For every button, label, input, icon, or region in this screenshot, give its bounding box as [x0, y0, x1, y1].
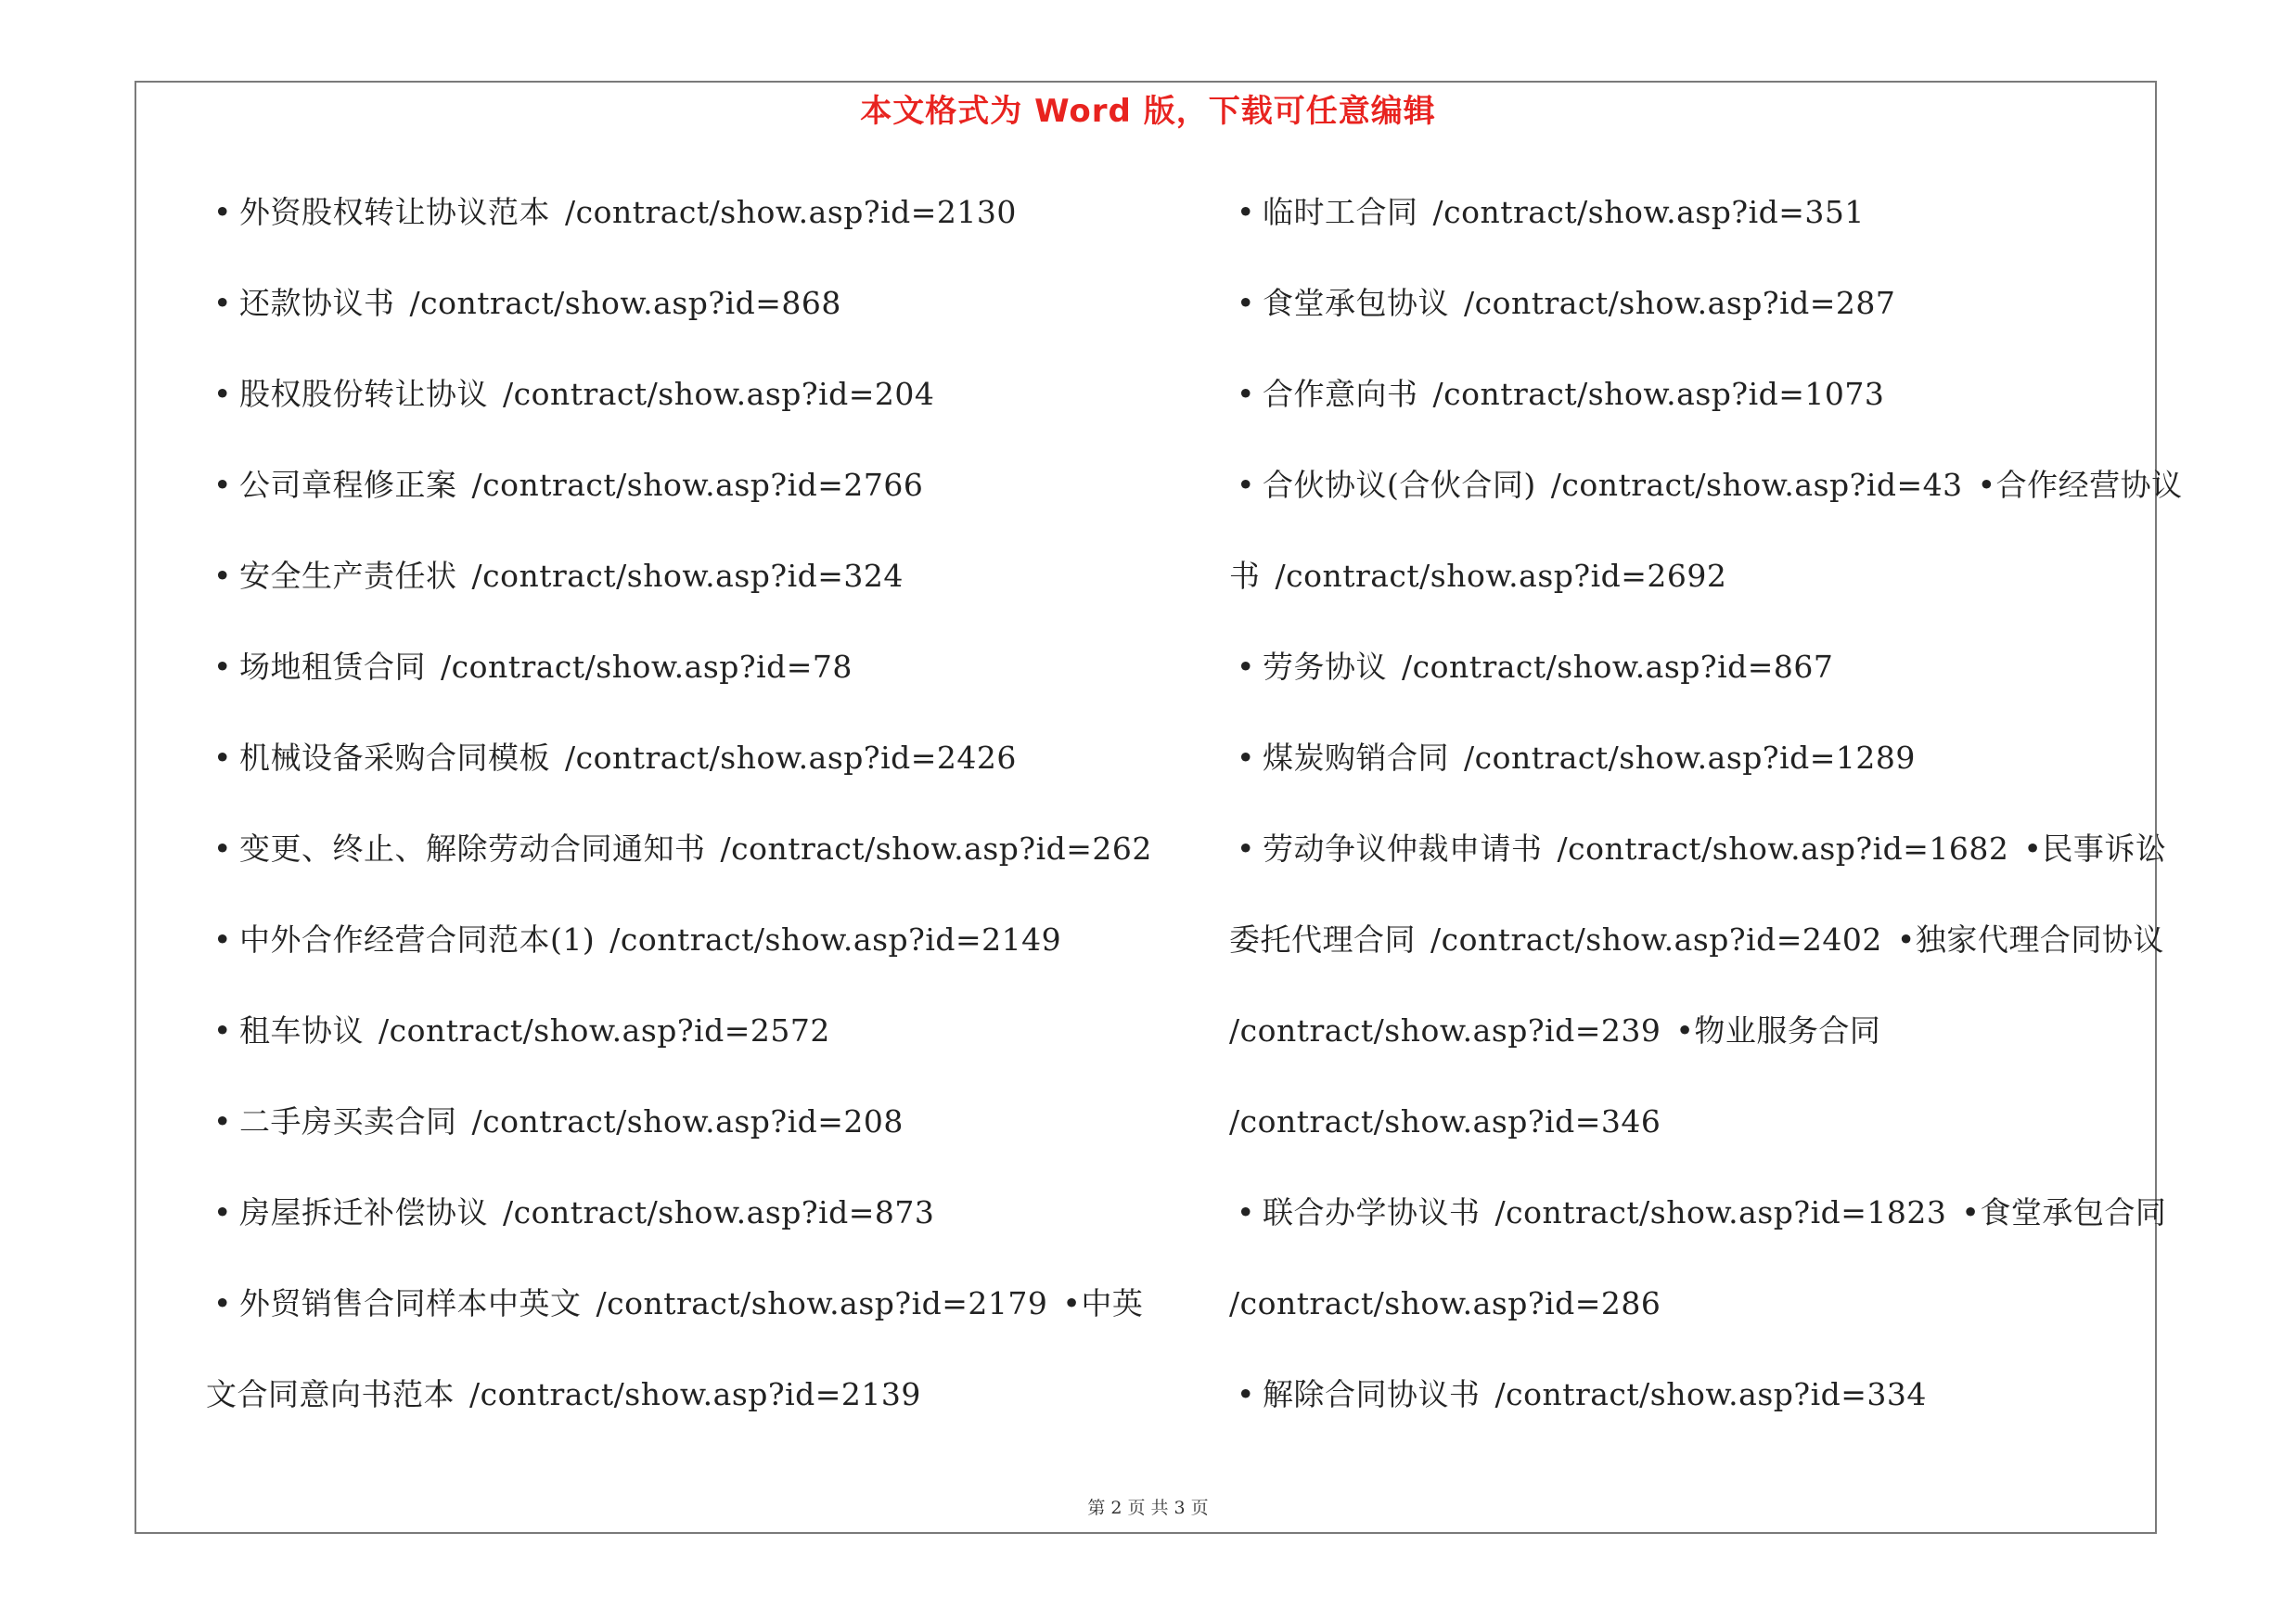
contract-line: [206, 818, 1152, 909]
contract-url[interactable]: /contract/show.asp?id=324: [471, 558, 904, 594]
right-column: [1229, 182, 2183, 1455]
bullet-icon: •: [213, 558, 232, 594]
contract-line: [206, 1091, 1143, 1182]
bullet-icon: •: [1237, 1376, 1255, 1412]
contract-line: [1229, 1000, 2157, 1091]
contract-url[interactable]: /contract/show.asp?id=43: [1550, 467, 1963, 503]
bullet-icon: •: [213, 921, 232, 958]
contract-url[interactable]: /contract/show.asp?id=2692: [1275, 558, 1727, 594]
contract-title[interactable]: 合伙协议(合伙合同): [1263, 467, 1536, 503]
contract-title[interactable]: 还款协议书: [239, 285, 395, 321]
contract-url[interactable]: /contract/show.asp?id=334: [1494, 1376, 1927, 1412]
contract-title[interactable]: 劳动争议仲裁申请书: [1263, 831, 1543, 867]
bullet-icon: •: [213, 1103, 232, 1140]
contract-title[interactable]: 房屋拆迁补偿协议: [239, 1194, 488, 1230]
contract-line: [1229, 909, 2164, 1000]
contract-url[interactable]: /contract/show.asp?id=2402: [1430, 921, 1882, 958]
contract-title[interactable]: 租车协议: [239, 1012, 364, 1049]
bullet-icon: •: [213, 740, 232, 776]
contract-title[interactable]: 劳务协议: [1263, 649, 1387, 685]
contract-title[interactable]: 中外合作经营合同范本(1): [239, 921, 596, 958]
contract-title[interactable]: 联合办学协议书: [1263, 1194, 1481, 1230]
contract-line: [206, 1000, 1143, 1091]
bullet-icon: •: [1237, 740, 1255, 776]
contract-line: [206, 1182, 1143, 1273]
bullet-icon: •: [1237, 285, 1255, 321]
contract-url[interactable]: /contract/show.asp?id=1073: [1432, 376, 1885, 412]
contract-line: [1229, 637, 2157, 728]
contract-url[interactable]: /contract/show.asp?id=2572: [378, 1012, 830, 1049]
contract-title[interactable]: 合作意向书: [1263, 376, 1418, 412]
contract-url[interactable]: /contract/show.asp?id=2426: [565, 740, 1017, 776]
contract-url[interactable]: /contract/show.asp?id=2179: [596, 1285, 1048, 1321]
contract-url[interactable]: /contract/show.asp?id=867: [1402, 649, 1834, 685]
contract-line: [206, 728, 1143, 818]
contract-line: [1229, 364, 2157, 455]
contract-title-continued[interactable]: •合作经营协议: [1977, 467, 2183, 503]
bullet-icon: •: [1237, 649, 1255, 685]
bullet-icon: •: [213, 194, 232, 230]
bullet-icon: •: [213, 376, 232, 412]
contract-line: [1229, 818, 2167, 909]
contract-line: [206, 1364, 1143, 1455]
contract-url[interactable]: /contract/show.asp?id=78: [441, 649, 853, 685]
contract-url[interactable]: /contract/show.asp?id=868: [409, 285, 841, 321]
contract-title-continued[interactable]: •独家代理合同协议: [1896, 921, 2164, 958]
page-footer: 第 2 页 共 3 页: [1087, 1498, 1209, 1518]
contract-url[interactable]: /contract/show.asp?id=239: [1229, 1012, 1661, 1049]
bullet-icon: •: [213, 649, 232, 685]
contract-line: [206, 909, 1143, 1000]
contract-title-continued[interactable]: •中英: [1062, 1285, 1144, 1321]
contract-title[interactable]: 书: [1229, 558, 1261, 594]
contract-line: [206, 1273, 1143, 1364]
contract-url[interactable]: /contract/show.asp?id=262: [720, 831, 1152, 867]
contract-url[interactable]: /contract/show.asp?id=208: [471, 1103, 904, 1140]
contract-line: [206, 364, 1143, 455]
contract-url[interactable]: /contract/show.asp?id=1682: [1557, 831, 2009, 867]
contract-url[interactable]: /contract/show.asp?id=1823: [1494, 1194, 1947, 1230]
contract-title[interactable]: 机械设备采购合同模板: [239, 740, 550, 776]
contract-url[interactable]: /contract/show.asp?id=2139: [469, 1376, 921, 1412]
contract-line: [206, 637, 1143, 728]
contract-url[interactable]: /contract/show.asp?id=204: [503, 376, 935, 412]
contract-line: [206, 546, 1143, 637]
bullet-icon: •: [1237, 194, 1255, 230]
contract-url[interactable]: /contract/show.asp?id=351: [1432, 194, 1865, 230]
contract-title[interactable]: 股权股份转让协议: [239, 376, 488, 412]
contract-line: [1229, 182, 2157, 273]
contract-line: [1229, 1364, 2157, 1455]
bullet-icon: •: [213, 1285, 232, 1321]
contract-line: [1229, 273, 2157, 364]
contract-url[interactable]: /contract/show.asp?id=873: [503, 1194, 935, 1230]
contract-url[interactable]: /contract/show.asp?id=2766: [471, 467, 924, 503]
contract-title-continued[interactable]: •物业服务合同: [1675, 1012, 1881, 1049]
contract-title[interactable]: 解除合同协议书: [1263, 1376, 1481, 1412]
contract-line: [206, 182, 1143, 273]
contract-line: [1229, 1182, 2167, 1273]
bullet-icon: •: [213, 1012, 232, 1049]
contract-url[interactable]: /contract/show.asp?id=286: [1229, 1285, 1661, 1321]
contract-url[interactable]: /contract/show.asp?id=2130: [565, 194, 1017, 230]
bullet-icon: •: [1237, 467, 1255, 503]
contract-title[interactable]: 委托代理合同: [1229, 921, 1416, 958]
contract-url[interactable]: /contract/show.asp?id=346: [1229, 1103, 1661, 1140]
contract-line: [1229, 546, 2157, 637]
format-banner: 本文格式为 Word 版，下载可任意编辑: [860, 93, 1436, 130]
contract-title[interactable]: 外贸销售合同样本中英文: [239, 1285, 582, 1321]
contract-title-continued[interactable]: •食堂承包合同: [1961, 1194, 2167, 1230]
contract-title[interactable]: 食堂承包协议: [1263, 285, 1449, 321]
contract-title[interactable]: 文合同意向书范本: [206, 1376, 455, 1412]
contract-url[interactable]: /contract/show.asp?id=2149: [609, 921, 1062, 958]
contract-title[interactable]: 煤炭购销合同: [1263, 740, 1449, 776]
contract-title[interactable]: 外资股权转让协议范本: [239, 194, 550, 230]
contract-title[interactable]: 安全生产责任状: [239, 558, 457, 594]
contract-title[interactable]: 二手房买卖合同: [239, 1103, 457, 1140]
contract-title[interactable]: 临时工合同: [1263, 194, 1418, 230]
contract-title[interactable]: 场地租赁合同: [239, 649, 426, 685]
contract-line: [1229, 728, 2157, 818]
left-column: [206, 182, 1152, 1455]
contract-line: [1229, 1091, 2157, 1182]
bullet-icon: •: [1237, 1194, 1255, 1230]
contract-title[interactable]: 变更、终止、解除劳动合同通知书: [239, 831, 706, 867]
bullet-icon: •: [1237, 376, 1255, 412]
contract-line: [1229, 1273, 2157, 1364]
contract-line: [206, 273, 1143, 364]
bullet-icon: •: [1237, 831, 1255, 867]
contract-line: [1229, 455, 2183, 546]
contract-url[interactable]: /contract/show.asp?id=287: [1464, 285, 1896, 321]
bullet-icon: •: [213, 1194, 232, 1230]
bullet-icon: •: [213, 831, 232, 867]
contract-title-continued[interactable]: •民事诉讼: [2023, 831, 2167, 867]
bullet-icon: •: [213, 285, 232, 321]
contract-title[interactable]: 公司章程修正案: [239, 467, 457, 503]
bullet-icon: •: [213, 467, 232, 503]
contract-url[interactable]: /contract/show.asp?id=1289: [1464, 740, 1916, 776]
contract-line: [206, 455, 1143, 546]
